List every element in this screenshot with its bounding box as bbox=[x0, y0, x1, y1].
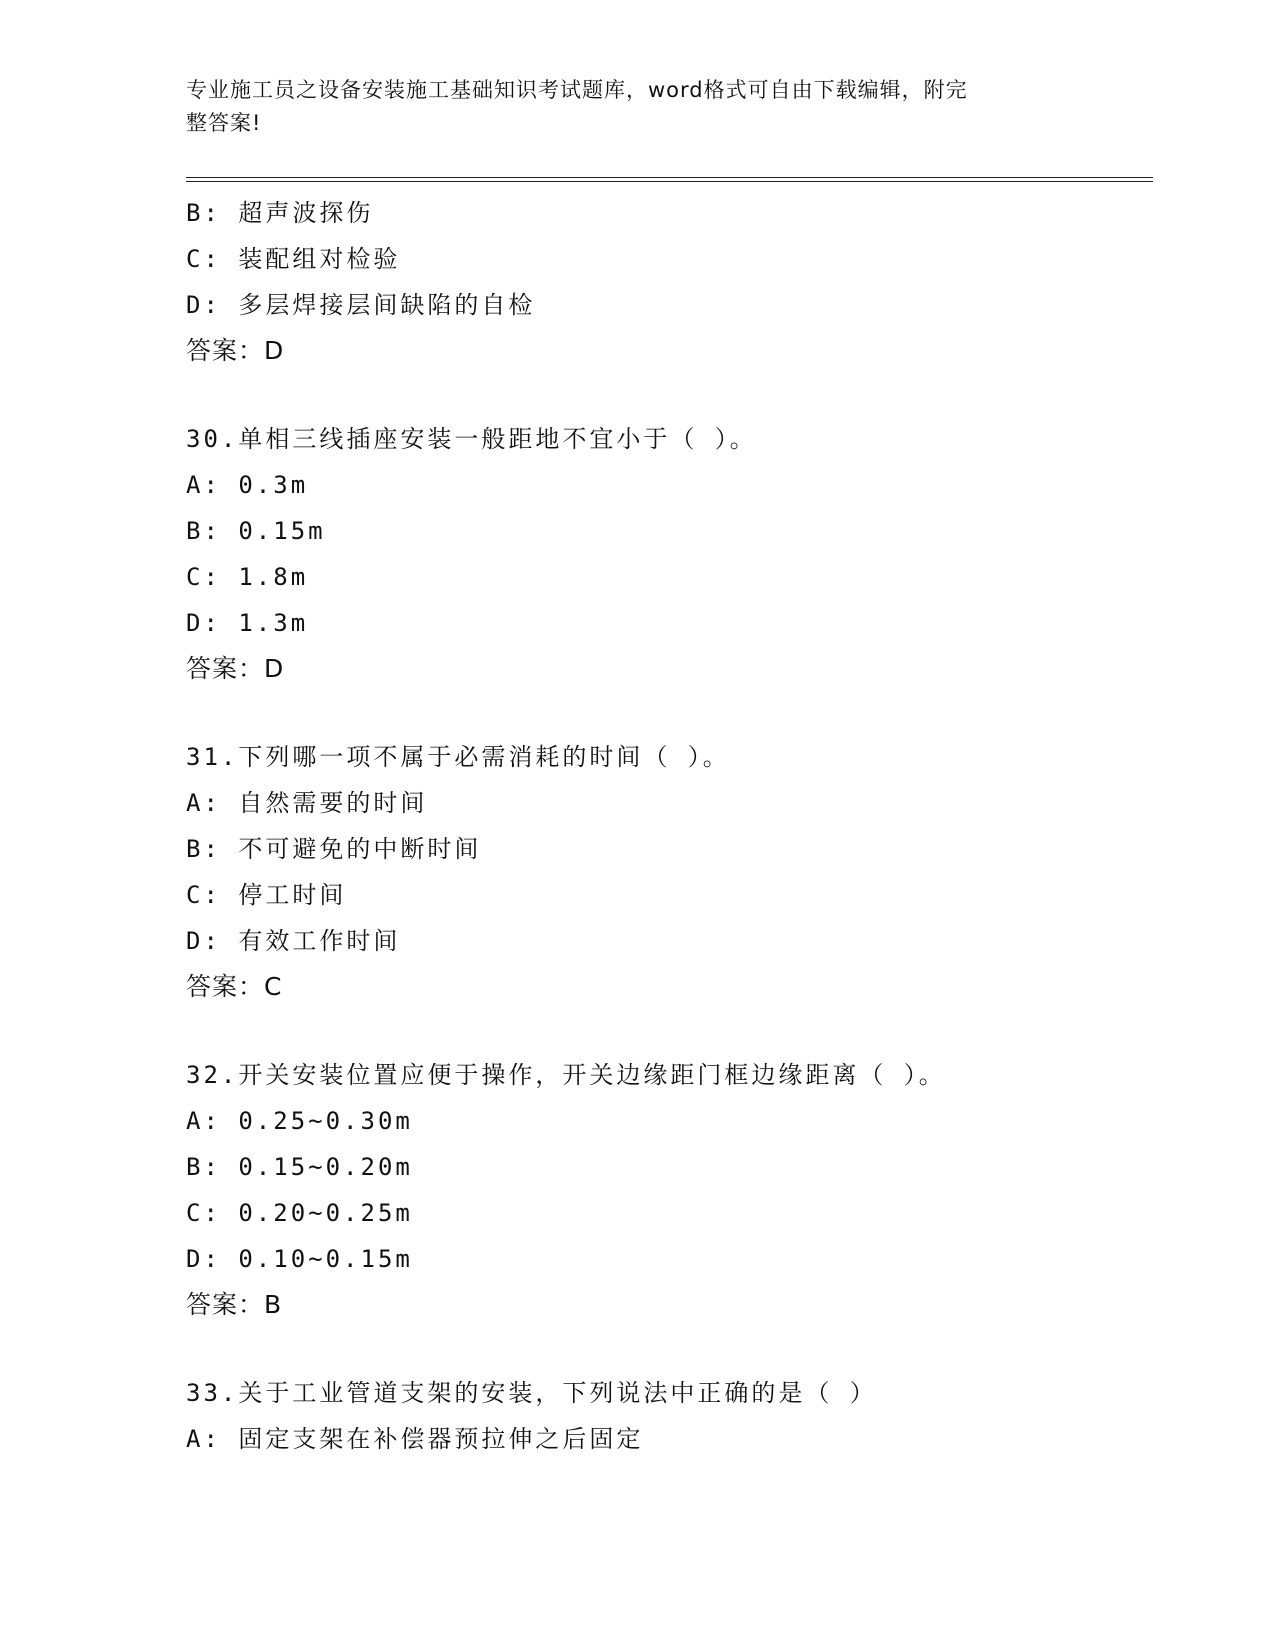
spacer bbox=[186, 1328, 1146, 1370]
answer-label: 答案：D bbox=[186, 336, 285, 365]
option-b: B: 不可避免的中断时间 bbox=[186, 835, 482, 863]
header-line-2: 整答案! bbox=[186, 111, 262, 135]
spacer bbox=[186, 374, 1146, 416]
option-c: C: 装配组对检验 bbox=[186, 245, 401, 273]
option-d: D: 多层焊接层间缺陷的自检 bbox=[186, 291, 536, 319]
answer-label: 答案：D bbox=[186, 654, 285, 683]
answer-label: 答案：C bbox=[186, 972, 283, 1001]
spacer bbox=[186, 1010, 1146, 1052]
option-d: D: 有效工作时间 bbox=[186, 927, 401, 955]
option-d: D: 0.10~0.15m bbox=[186, 1245, 413, 1273]
question-block-29 bbox=[186, 190, 1146, 374]
option-b: B: 超声波探伤 bbox=[186, 199, 374, 227]
question-text: 33.关于工业管道支架的安装，下列说法中正确的是（ ） bbox=[186, 1379, 877, 1407]
option-c: C: 0.20~0.25m bbox=[186, 1199, 413, 1227]
option-a: A: 自然需要的时间 bbox=[186, 789, 428, 817]
question-text: 32.开关安装位置应便于操作，开关边缘距门框边缘距离（ ）。 bbox=[186, 1061, 946, 1089]
option-d: D: 1.3m bbox=[186, 609, 309, 637]
option-a: A: 0.3m bbox=[186, 471, 309, 499]
question-block-31 bbox=[186, 734, 1146, 1010]
option-c: C: 停工时间 bbox=[186, 881, 347, 909]
document-header bbox=[186, 74, 1086, 140]
question-list bbox=[186, 190, 1146, 1462]
question-text: 31.下列哪一项不属于必需消耗的时间（ ）。 bbox=[186, 743, 730, 771]
header-line-1: 专业施工员之设备安装施工基础知识考试题库，word格式可自由下载编辑，附完 bbox=[186, 78, 968, 102]
question-block-32 bbox=[186, 1052, 1146, 1328]
question-block-30 bbox=[186, 416, 1146, 692]
option-a: A: 0.25~0.30m bbox=[186, 1107, 413, 1135]
option-c: C: 1.8m bbox=[186, 563, 309, 591]
spacer bbox=[186, 692, 1146, 734]
option-a: A: 固定支架在补偿器预拉伸之后固定 bbox=[186, 1425, 644, 1453]
question-text: 30.单相三线插座安装一般距地不宜小于（ ）。 bbox=[186, 425, 757, 453]
option-b: B: 0.15m bbox=[186, 517, 326, 545]
question-block-33 bbox=[186, 1370, 1146, 1462]
answer-label: 答案：B bbox=[186, 1290, 283, 1319]
header-divider bbox=[186, 177, 1153, 182]
option-b: B: 0.15~0.20m bbox=[186, 1153, 413, 1181]
